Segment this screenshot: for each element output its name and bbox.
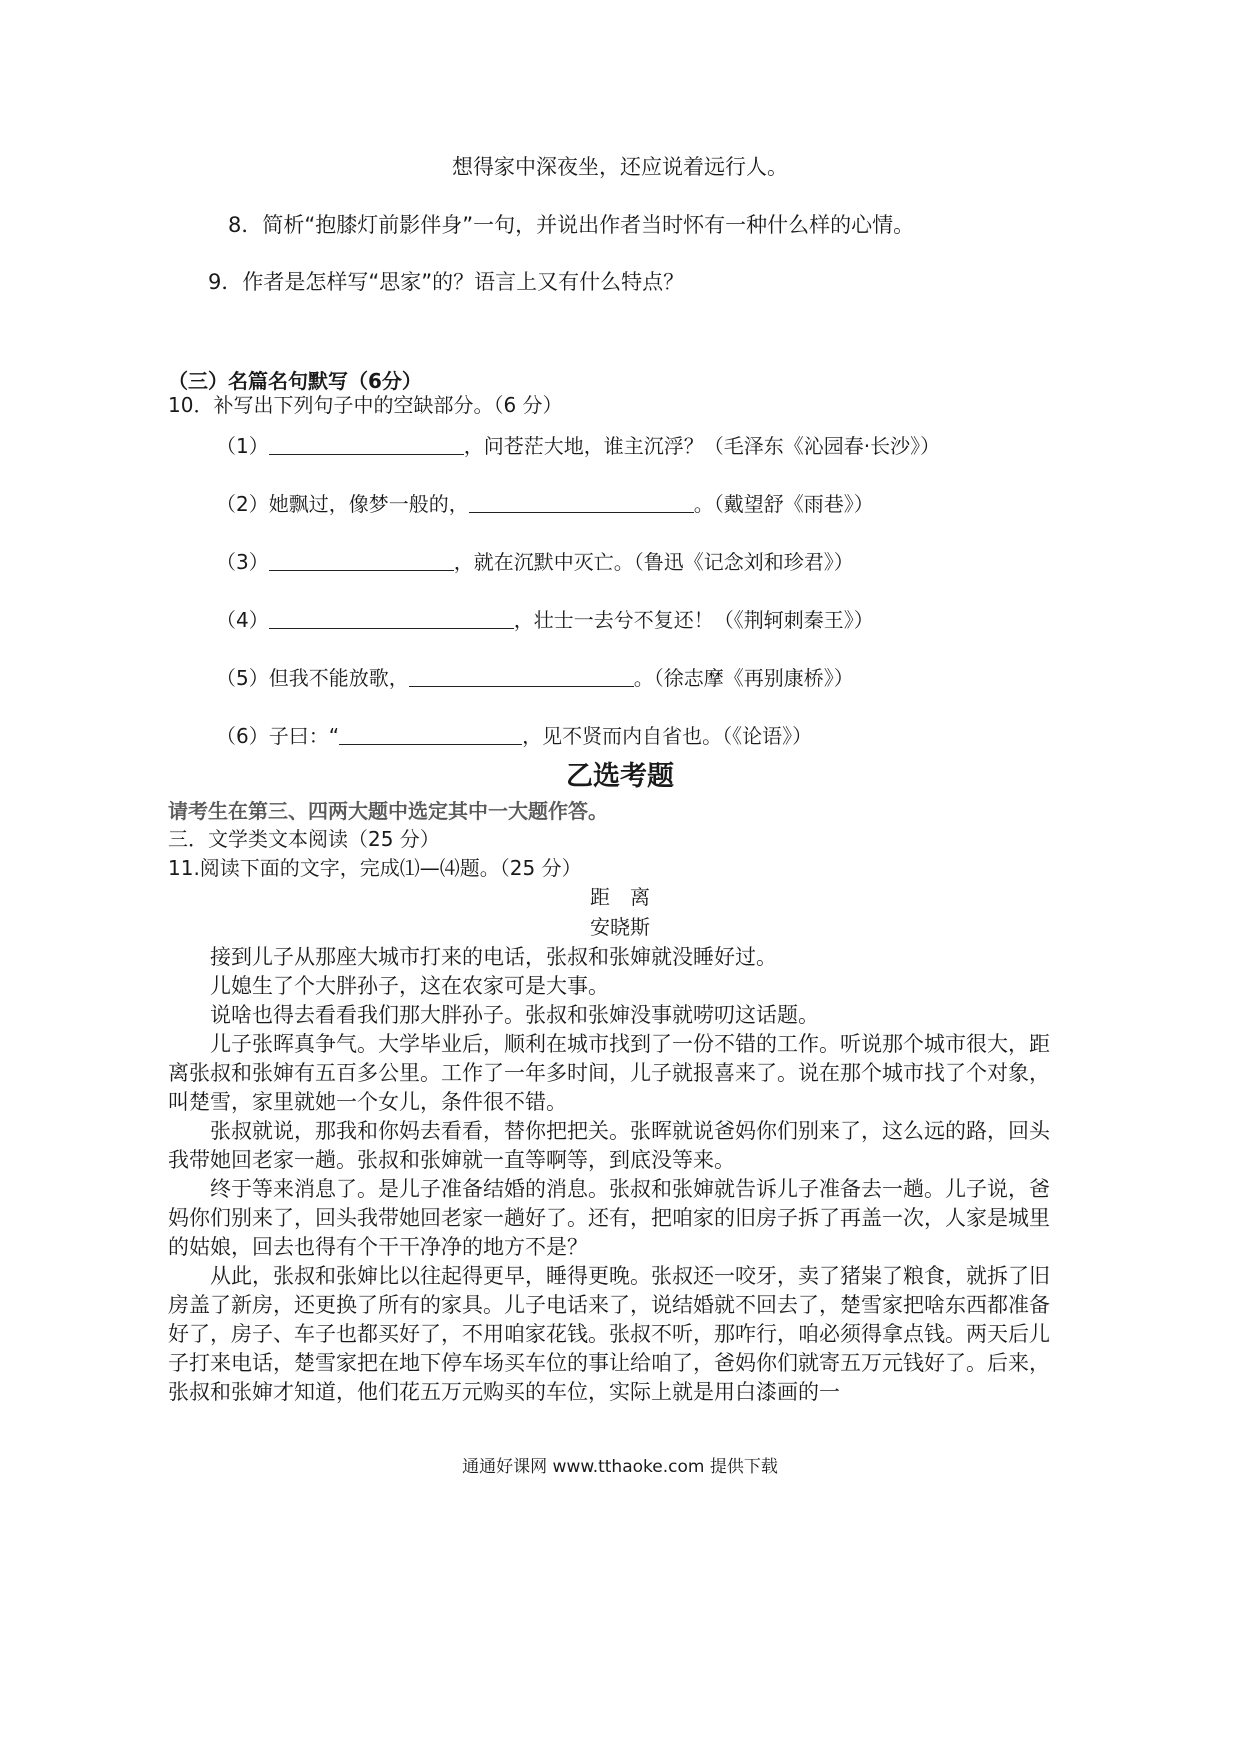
- story-body: [168, 943, 1058, 1407]
- footer-credit: 通通好课网 www.tthaoke.com 提供下载: [462, 1457, 778, 1477]
- story-paragraph: 儿子张晖真争气。大学毕业后，顺利在城市找到了一份不错的工作。听说那个城市很大，距离张叔和张婶有五百多公里。工作了一年多时间，儿子就报喜来了。说在那个城市找了个对象，叫楚雪，家里就她一个女儿，条件很不错。: [168, 1032, 1050, 1114]
- fill-item-1: [216, 433, 940, 459]
- fill-item-6: [216, 723, 812, 749]
- fill-item-text: 子曰：“: [268, 724, 340, 748]
- story-paragraph: 儿媳生了个大胖孙子，这在农家可是大事。: [210, 974, 609, 998]
- fill-item-text: 。（戴望舒《雨巷》）: [693, 492, 874, 516]
- part-3-title: 三．文学类文本阅读（25 分）: [168, 827, 440, 851]
- answer-blank[interactable]: [269, 434, 464, 455]
- fill-item-3: [216, 549, 854, 575]
- fill-item-text: 。（徐志摩《再别康桥》）: [633, 666, 854, 690]
- question-8: 8．简析“抱膝灯前影伴身”一句，并说出作者当时怀有一种什么样的心情。: [228, 213, 915, 237]
- section-title: （三）名篇名句默写（6分）: [168, 369, 422, 393]
- story-paragraph: 终于等来消息了。是儿子准备结婚的消息。张叔和张婶就告诉儿子准备去一趟。儿子说，爸妈你们别来了，回头我带她回老家一趟好了。还有，把咱家的旧房子拆了再盖一次，人家是城里的姑娘，回去也得有个干干净净的地方不是？: [168, 1177, 1050, 1259]
- fill-item-text: 她飘过，像梦一般的，: [268, 492, 469, 516]
- story-paragraph: 从此，张叔和张婶比以往起得更早，睡得更晚。张叔还一咬牙，卖了猪粜了粮食，就拆了旧房盖了新房，还更换了所有的家具。儿子电话来了，说结婚就不回去了，楚雪家把啥东西都准备好了，房子、车子也都买好了，不用咱家花钱。张叔不听，那咋行，咱必须得拿点钱。两天后儿子打来电话，楚雪家把在地下停车场买车位的事让给咱了，爸妈你们就寄五万元钱好了。后来，张叔和张婶才知道，他们花五万元购买的车位，实际上就是用白漆画的一: [168, 1264, 1050, 1404]
- story-paragraph: 接到儿子从那座大城市打来的电话，张叔和张婶就没睡好过。: [210, 945, 777, 969]
- fill-item-label: （2）: [216, 492, 269, 516]
- answer-blank[interactable]: [269, 550, 454, 571]
- answer-blank[interactable]: [409, 666, 634, 687]
- fill-item-2: [216, 491, 874, 517]
- story-paragraph: 张叔就说，那我和你妈去看看，替你把把关。张晖就说爸妈你们别来了，这么远的路，回头我带她回老家一趟。张叔和张婶就一直等啊等，到底没等来。: [168, 1119, 1050, 1172]
- fill-item-label: （5）: [216, 666, 269, 690]
- poem-line: 想得家中深夜坐，还应说着远行人。: [452, 155, 788, 179]
- fill-item-5: [216, 665, 854, 691]
- question-11: 11.阅读下面的文字，完成⑴—⑷题。（25 分）: [168, 856, 582, 880]
- fill-item-4: [216, 607, 874, 633]
- story-paragraph: 说啥也得去看看我们那大胖孙子。张叔和张婶没事就唠叨这话题。: [210, 1003, 819, 1027]
- fill-item-text: ，壮士一去兮不复还！（《荆轲刺秦王》）: [513, 608, 874, 632]
- fill-item-label: （6）: [216, 724, 269, 748]
- question-9: 9．作者是怎样写“思家”的？语言上又有什么特点？: [208, 270, 685, 294]
- fill-item-text: ，就在沉默中灭亡。（鲁迅《记念刘和珍君》）: [453, 550, 854, 574]
- story-author: 安晓斯: [590, 915, 650, 939]
- answer-blank[interactable]: [339, 724, 522, 745]
- fill-item-label: （4）: [216, 608, 269, 632]
- answer-blank[interactable]: [469, 492, 694, 513]
- story-title: 距 离: [590, 885, 650, 909]
- elective-title: 乙选考题: [566, 761, 674, 792]
- question-10: 10．补写出下列句子中的空缺部分。（6 分）: [168, 393, 563, 417]
- answer-blank[interactable]: [269, 608, 514, 629]
- fill-item-text: 但我不能放歌，: [268, 666, 409, 690]
- fill-item-text: ，问苍茫大地，谁主沉浮？（毛泽东《沁园春·长沙》）: [463, 434, 941, 458]
- fill-item-label: （3）: [216, 550, 269, 574]
- elective-instruction: 请考生在第三、四两大题中选定其中一大题作答。: [168, 799, 608, 823]
- fill-item-text: ，见不贤而内自省也。（《论语》）: [522, 724, 813, 748]
- fill-item-label: （1）: [216, 434, 269, 458]
